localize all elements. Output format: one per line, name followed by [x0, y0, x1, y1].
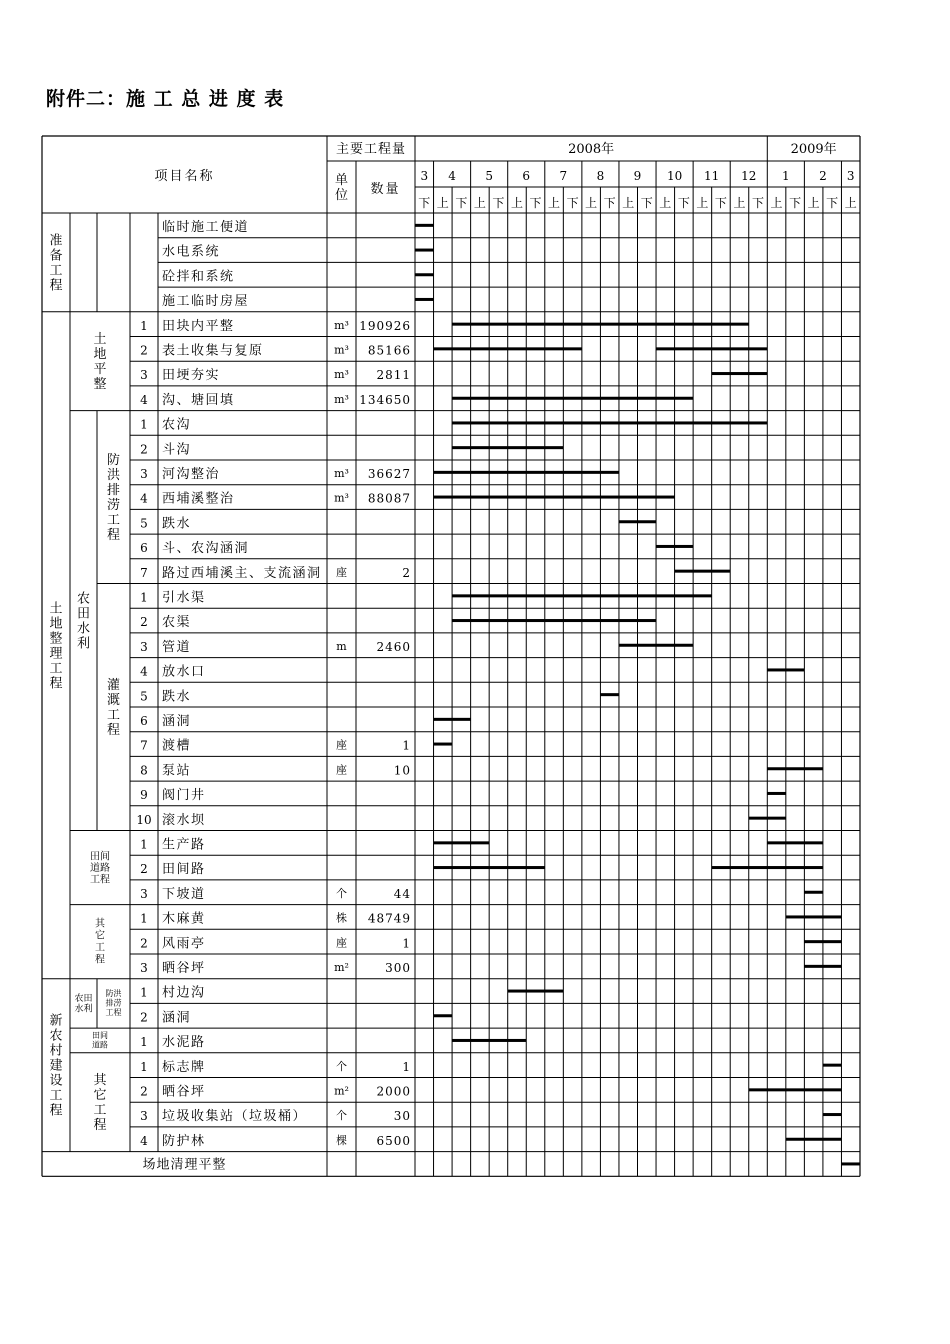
row-number: 7 — [140, 738, 148, 753]
row-item-name: 农渠 — [162, 615, 192, 631]
row-item-name: 滚水坝 — [162, 812, 206, 828]
row-unit: m³ — [334, 467, 349, 480]
schedule-bar — [434, 841, 490, 844]
row-quantity: 36627 — [367, 467, 411, 481]
schedule-bar — [804, 965, 841, 968]
row-quantity: 190926 — [359, 318, 411, 333]
half-month-label: 下 — [789, 196, 802, 210]
row-unit: m³ — [334, 318, 349, 332]
schedule-bar — [749, 1088, 842, 1091]
row-number: 1 — [140, 985, 148, 1000]
half-month-label: 上 — [807, 196, 820, 210]
row-item-name: 水泥路 — [162, 1035, 206, 1051]
row-number: 5 — [140, 516, 148, 531]
header-year-2009: 2009年 — [790, 142, 837, 157]
group-farm-water: 农田水利 — [76, 591, 91, 652]
schedule-bar — [434, 347, 582, 350]
row-unit: 座 — [336, 565, 347, 579]
row-quantity: 1 — [402, 1059, 411, 1074]
schedule-bar — [656, 347, 767, 350]
half-month-label: 上 — [548, 196, 561, 210]
row-quantity: 1 — [402, 936, 411, 951]
group-village: 新农村建设工程 — [49, 1013, 63, 1119]
row-item-name: 路过西埔溪主、支流涵洞 — [162, 565, 322, 581]
row-item-name: 跌水 — [162, 516, 192, 532]
row-unit: 座 — [336, 936, 347, 950]
row-item-name: 晒谷坪 — [162, 961, 206, 976]
month-label: 6 — [522, 169, 531, 183]
row-unit: m³ — [334, 368, 349, 382]
group-land-level: 土地平整 — [93, 332, 107, 393]
schedule-bar — [452, 421, 767, 424]
row-item-name: 施工临时房屋 — [162, 294, 250, 310]
half-month-label: 下 — [714, 196, 727, 210]
schedule-bar — [452, 594, 712, 597]
row-number: 1 — [140, 911, 148, 926]
schedule-bar — [415, 273, 434, 276]
row-item-name: 沟、塘回填 — [162, 392, 235, 408]
group-other: 其它工程 — [95, 918, 105, 966]
row-quantity: 48749 — [367, 911, 411, 926]
row-item-name: 农沟 — [162, 417, 192, 433]
row-item-name: 斗沟 — [162, 442, 192, 458]
row-item-name: 涵洞 — [162, 714, 192, 729]
schedule-bar — [452, 446, 563, 449]
row-number: 1 — [140, 417, 148, 432]
half-month-label: 上 — [436, 196, 449, 210]
header-year-2008: 2008年 — [568, 142, 615, 157]
row-quantity: 300 — [385, 961, 411, 975]
page-title: 附件二：施 工 总 进 度 表 — [46, 88, 285, 110]
row-item-name: 河沟整治 — [162, 467, 221, 482]
schedule-bar — [786, 1138, 842, 1141]
row-number: 3 — [140, 639, 148, 654]
schedule-bar — [619, 520, 656, 523]
schedule-bar — [434, 743, 453, 746]
row-number: 5 — [140, 689, 148, 704]
schedule-bar — [767, 668, 804, 671]
row-quantity: 44 — [393, 886, 411, 901]
row-number: 3 — [140, 961, 148, 975]
row-unit: 座 — [336, 763, 347, 777]
schedule-bar — [415, 249, 434, 252]
site-clearing-label: 场地清理平整 — [142, 1157, 227, 1173]
row-unit: 个 — [336, 1059, 347, 1073]
row-quantity: 10 — [393, 763, 411, 778]
schedule-bar — [786, 915, 842, 918]
month-label: 12 — [741, 169, 757, 183]
schedule-bar — [434, 1014, 453, 1017]
row-quantity: 2811 — [376, 368, 411, 383]
row-item-name: 渡槽 — [162, 738, 192, 754]
row-item-name: 晒谷坪 — [162, 1084, 206, 1100]
row-number: 6 — [140, 714, 148, 728]
row-number: 7 — [140, 565, 148, 580]
row-quantity: 2460 — [376, 639, 411, 654]
half-month-label: 上 — [473, 196, 486, 210]
row-number: 2 — [140, 1084, 148, 1099]
row-unit: m³ — [334, 343, 349, 357]
schedule-bar — [619, 644, 693, 647]
row-quantity: 2000 — [376, 1084, 411, 1099]
row-number: 2 — [140, 936, 148, 951]
group-land: 土地整理工程 — [49, 601, 63, 692]
row-quantity: 6500 — [376, 1133, 411, 1148]
half-month-label: 下 — [677, 196, 690, 210]
row-number: 1 — [140, 318, 148, 333]
schedule-bar — [675, 570, 731, 573]
row-unit: 株 — [336, 911, 347, 925]
row-unit: 棵 — [336, 1133, 347, 1147]
half-month-label: 上 — [585, 196, 598, 210]
group-v-flood: 防洪排涝工程 — [105, 989, 122, 1018]
month-label: 11 — [704, 169, 720, 183]
row-unit: m³ — [334, 392, 349, 406]
half-month-label: 上 — [733, 196, 746, 210]
half-month-label: 上 — [510, 196, 523, 210]
month-label: 5 — [485, 169, 493, 183]
row-unit: m² — [334, 961, 349, 974]
schedule-bar — [452, 619, 656, 622]
row-number: 4 — [140, 1133, 148, 1148]
schedule-bar — [823, 1113, 842, 1116]
row-unit: 座 — [336, 738, 347, 752]
row-unit: m³ — [334, 491, 349, 505]
half-month-label: 下 — [418, 196, 431, 210]
row-item-name: 放水口 — [162, 664, 206, 680]
row-number: 3 — [140, 368, 148, 383]
row-number: 1 — [140, 837, 148, 852]
row-item-name: 斗、农沟涵洞 — [162, 541, 250, 557]
row-item-name: 阀门井 — [162, 788, 206, 804]
row-item-name: 西埔溪整治 — [162, 491, 235, 507]
schedule-bar — [767, 792, 786, 795]
row-item-name: 垃圾收集站（垃圾桶） — [162, 1109, 308, 1125]
month-label: 7 — [559, 169, 568, 183]
row-number: 8 — [140, 763, 148, 778]
row-item-name: 田间路 — [162, 862, 206, 878]
row-unit: m — [336, 639, 347, 653]
half-month-label: 下 — [529, 196, 542, 210]
group-irrigation: 灌溉工程 — [106, 678, 121, 738]
month-label: 4 — [448, 169, 456, 183]
half-month-label: 上 — [770, 196, 783, 210]
schedule-bar — [434, 471, 619, 474]
month-label: 2 — [819, 169, 827, 183]
row-number: 4 — [140, 392, 148, 407]
month-label: 8 — [596, 169, 605, 183]
schedule-bar — [656, 545, 693, 548]
half-month-label: 上 — [696, 196, 709, 210]
row-item-name: 临时施工便道 — [162, 220, 250, 235]
schedule-bar — [804, 891, 823, 894]
month-label: 3 — [846, 169, 855, 183]
group-prep: 准备工程 — [49, 233, 63, 294]
group-v-other: 其它工程 — [93, 1073, 107, 1134]
schedule-bar — [804, 940, 841, 943]
row-number: 2 — [140, 442, 148, 457]
half-month-label: 上 — [659, 196, 672, 210]
schedule-bar — [823, 1064, 842, 1067]
row-unit: 个 — [336, 1109, 347, 1123]
schedule-bar — [767, 841, 823, 844]
schedule-bar — [452, 1039, 526, 1042]
group-v-farm-water: 农田水利 — [74, 993, 93, 1015]
row-item-name: 标志牌 — [162, 1059, 206, 1075]
schedule-bar — [712, 372, 768, 375]
row-item-name: 风雨亭 — [162, 936, 206, 952]
half-month-label: 下 — [455, 196, 468, 210]
half-month-label: 下 — [603, 196, 616, 210]
schedule-bar — [767, 767, 823, 770]
row-item-name: 水电系统 — [162, 244, 221, 260]
row-item-name: 涵洞 — [162, 1010, 192, 1026]
row-quantity: 85166 — [367, 343, 411, 358]
row-item-name: 下坡道 — [162, 886, 206, 902]
table-text — [49, 141, 856, 1173]
row-item-name: 村边沟 — [162, 985, 206, 1001]
row-number: 2 — [140, 343, 148, 358]
half-month-label: 下 — [752, 196, 765, 210]
header-item-name: 项目名称 — [154, 169, 215, 184]
row-number: 3 — [140, 467, 148, 481]
row-number: 9 — [140, 788, 148, 803]
row-number: 3 — [140, 1109, 148, 1124]
half-month-label: 下 — [492, 196, 505, 210]
row-number: 4 — [140, 491, 148, 506]
row-item-name: 田埂夯实 — [162, 368, 221, 384]
half-month-label: 下 — [826, 196, 839, 210]
row-item-name: 泵站 — [162, 763, 192, 779]
schedule-bar — [415, 224, 434, 227]
row-quantity: 88087 — [367, 491, 411, 506]
row-number: 1 — [140, 1059, 148, 1074]
half-month-label: 上 — [844, 196, 857, 210]
row-quantity: 134650 — [359, 392, 411, 407]
row-number: 4 — [140, 664, 148, 679]
schedule-bar — [452, 323, 749, 326]
half-month-label: 上 — [622, 196, 635, 210]
row-number: 2 — [140, 862, 148, 877]
schedule-bar — [452, 397, 693, 400]
schedule-bar — [434, 866, 545, 869]
schedule-bar — [712, 866, 823, 869]
row-item-name: 砼拌和系统 — [162, 269, 235, 285]
half-month-label: 下 — [640, 196, 653, 210]
schedule-bar — [415, 298, 434, 301]
group-flood: 防洪排涝工程 — [106, 453, 121, 544]
schedule-bar — [841, 1162, 860, 1165]
row-item-name: 跌水 — [162, 689, 192, 705]
group-v-field-road: 田间道路 — [92, 1030, 108, 1050]
month-label: 1 — [782, 169, 790, 183]
schedule-bar — [749, 817, 786, 820]
schedule-bar — [508, 990, 564, 993]
row-quantity: 2 — [402, 565, 411, 580]
row-item-name: 生产路 — [162, 837, 206, 853]
schedule-bar — [600, 693, 619, 696]
group-field-road: 田间道路工程 — [90, 851, 110, 886]
row-item-name: 管道 — [162, 639, 192, 655]
month-label: 3 — [420, 169, 429, 183]
schedule-bar — [434, 496, 675, 499]
row-number: 2 — [140, 615, 148, 630]
row-number: 3 — [140, 886, 148, 901]
row-item-name: 表土收集与复原 — [162, 343, 264, 359]
schedule-bar — [434, 718, 471, 721]
header-qty: 数量 — [370, 182, 401, 197]
row-unit: 个 — [336, 886, 347, 900]
month-label: 9 — [633, 169, 642, 183]
row-item-name: 引水渠 — [162, 590, 206, 606]
header-unit: 单位 — [334, 173, 349, 203]
month-label: 10 — [666, 169, 683, 183]
row-number: 2 — [140, 1010, 148, 1025]
row-item-name: 木麻黄 — [162, 911, 206, 927]
row-quantity: 30 — [393, 1109, 411, 1124]
row-item-name: 田块内平整 — [162, 318, 235, 334]
row-number: 1 — [140, 1035, 148, 1050]
row-number: 6 — [140, 541, 148, 556]
header-main-qty: 主要工程量 — [335, 142, 407, 157]
row-unit: m² — [334, 1084, 349, 1098]
row-quantity: 1 — [402, 738, 411, 753]
row-number: 1 — [140, 590, 148, 605]
row-number: 10 — [136, 812, 152, 827]
half-month-label: 下 — [566, 196, 579, 210]
row-item-name: 防护林 — [162, 1133, 206, 1149]
